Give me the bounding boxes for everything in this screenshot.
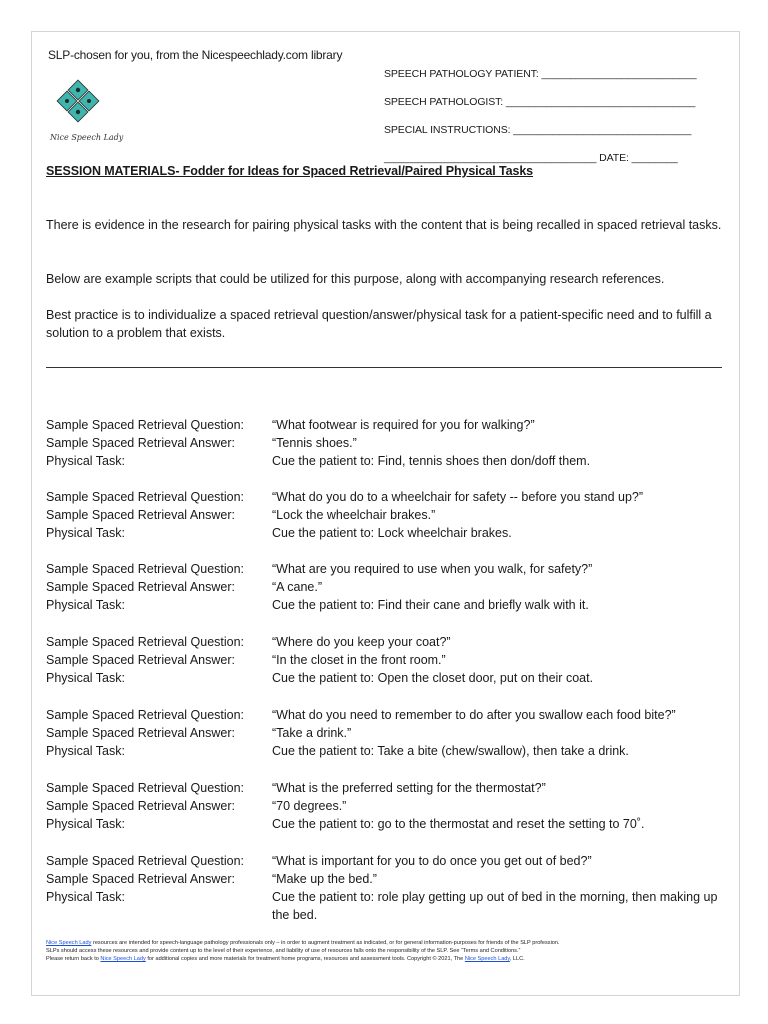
task-label: Physical Task: xyxy=(46,744,125,758)
answer-text: “Take a drink.” xyxy=(272,726,352,740)
footer-line-3a: Please return back to xyxy=(46,956,101,962)
retrieval-item xyxy=(46,779,726,833)
answer-label: Sample Spaced Retrieval Answer: xyxy=(46,653,235,667)
question-label: Sample Spaced Retrieval Question: xyxy=(46,418,245,432)
answer-text: “70 degrees.” xyxy=(272,799,347,813)
document-page xyxy=(31,31,740,996)
retrieval-item xyxy=(46,488,726,542)
footer-line-3b: for additional copies and more materials for treatment home programs, resources and assessment tools. Copyright © 2021, The xyxy=(145,956,465,962)
footer-link[interactable]: Nice Speech Lady xyxy=(46,940,92,946)
footer-link[interactable]: Nice Speech Lady xyxy=(100,956,146,962)
question-text: “Where do you keep your coat?” xyxy=(272,635,451,649)
question-label: Sample Spaced Retrieval Question: xyxy=(46,854,245,868)
best-practice-paragraph: Best practice is to individualize a spaced retrieval question/answer/physical task for a patient-specific need and to fulfill a solution to a problem that exists. xyxy=(46,308,712,340)
task-text: Cue the patient to: role play getting up out of bed in the morning, then making up the bed. xyxy=(272,890,718,922)
nice-speech-lady-logo xyxy=(54,79,106,131)
answer-text: “A cane.” xyxy=(272,580,323,594)
footer-link[interactable]: Nice Speech Lady xyxy=(464,956,510,962)
retrieval-item xyxy=(46,852,726,924)
question-text: “What is important for you to do once you get out of bed?” xyxy=(272,854,592,868)
question-text: “What is the preferred setting for the thermostat?” xyxy=(272,781,546,795)
task-label: Physical Task: xyxy=(46,598,125,612)
answer-label: Sample Spaced Retrieval Answer: xyxy=(46,580,235,594)
question-label: Sample Spaced Retrieval Question: xyxy=(46,562,245,576)
question-text: “What do you do to a wheelchair for safety -- before you stand up?” xyxy=(272,490,644,504)
divider xyxy=(46,367,722,368)
task-text: Cue the patient to: Lock wheelchair brakes. xyxy=(272,526,512,540)
task-text: Cue the patient to: Open the closet door, put on their coat. xyxy=(272,671,594,685)
intro-paragraph: There is evidence in the research for pairing physical tasks with the content that is being recalled in spaced retrieval tasks. xyxy=(46,218,722,232)
footer-disclaimer xyxy=(46,939,726,963)
answer-text: “In the closet in the front room.” xyxy=(272,653,446,667)
task-label: Physical Task: xyxy=(46,526,125,540)
retrieval-item xyxy=(46,560,726,614)
task-text: Cue the patient to: Find their cane and briefly walk with it. xyxy=(272,598,589,612)
task-label: Physical Task: xyxy=(46,671,125,685)
answer-text: “Tennis shoes.” xyxy=(272,436,357,450)
patient-fields xyxy=(384,66,696,178)
document-title: SESSION MATERIALS- Fodder for Ideas for Spaced Retrieval/Paired Physical Tasks xyxy=(46,164,534,178)
scripts-paragraph: Below are example scripts that could be utilized for this purpose, along with accompanying research references. xyxy=(46,272,665,286)
task-label: Physical Task: xyxy=(46,454,125,468)
task-label: Physical Task: xyxy=(46,890,125,904)
header-left xyxy=(48,48,342,62)
task-label: Physical Task: xyxy=(46,817,125,831)
patient-field[interactable]: SPEECH PATHOLOGY PATIENT: ___________________________ xyxy=(384,68,697,80)
question-label: Sample Spaced Retrieval Question: xyxy=(46,708,245,722)
question-text: “What footwear is required for you for walking?” xyxy=(272,418,535,432)
logo-wordmark: Nice Speech Lady xyxy=(50,133,124,142)
answer-label: Sample Spaced Retrieval Answer: xyxy=(46,799,235,813)
retrieval-item xyxy=(46,416,726,470)
instructions-field[interactable]: SPECIAL INSTRUCTIONS: _______________________________ xyxy=(384,124,692,136)
footer-line-2: SLPs should access these resources and provide content up to the level of their experience, and liability of use of resources falls onto the responsibility of the SLP. See “Terms and Conditions.” xyxy=(46,948,521,954)
date-field[interactable]: _____________________________________ DATE: ________ xyxy=(384,152,678,164)
question-label: Sample Spaced Retrieval Question: xyxy=(46,781,245,795)
footer-line-3c: , LLC. xyxy=(509,956,525,962)
question-text: “What do you need to remember to do after you swallow each food bite?” xyxy=(272,708,676,722)
answer-label: Sample Spaced Retrieval Answer: xyxy=(46,872,235,886)
answer-label: Sample Spaced Retrieval Answer: xyxy=(46,436,235,450)
task-text: Cue the patient to: Find, tennis shoes then don/doff them. xyxy=(272,454,591,468)
pathologist-field[interactable]: SPEECH PATHOLOGIST: _________________________________ xyxy=(384,96,696,108)
library-line: SLP-chosen for you, from the Nicespeechlady.com library xyxy=(48,48,343,62)
answer-label: Sample Spaced Retrieval Answer: xyxy=(46,726,235,740)
question-label: Sample Spaced Retrieval Question: xyxy=(46,490,245,504)
footer-line-1: resources are intended for speech-language pathology professionals only – in order to augment treatment as indicated, or for general information-purposes for friends of the SLP profession. xyxy=(91,940,560,946)
question-text: “What are you required to use when you walk, for safety?” xyxy=(272,562,593,576)
retrieval-item xyxy=(46,633,726,687)
task-text: Cue the patient to: Take a bite (chew/swallow), then take a drink. xyxy=(272,744,629,758)
retrieval-item xyxy=(46,706,726,760)
answer-label: Sample Spaced Retrieval Answer: xyxy=(46,508,235,522)
answer-text: “Lock the wheelchair brakes.” xyxy=(272,508,436,522)
task-text: Cue the patient to: go to the thermostat and reset the setting to 70˚. xyxy=(272,817,645,831)
answer-text: “Make up the bed.” xyxy=(272,872,377,886)
question-label: Sample Spaced Retrieval Question: xyxy=(46,635,245,649)
